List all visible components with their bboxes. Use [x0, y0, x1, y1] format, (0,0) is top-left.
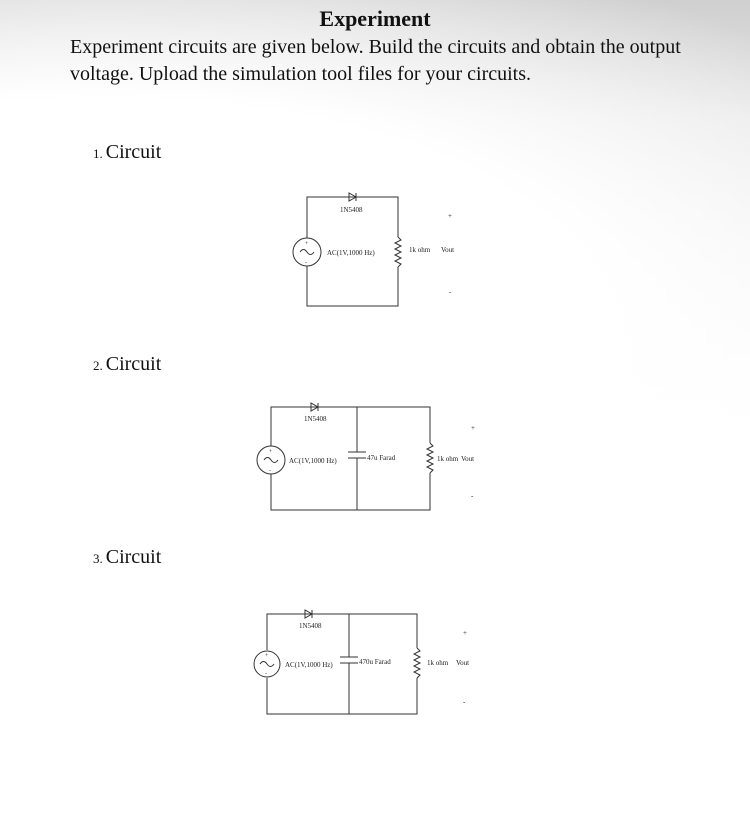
item-label: Circuit: [105, 141, 162, 163]
source-label: AC(1V,1000 Hz): [327, 249, 375, 257]
svg-text:-: -: [305, 260, 307, 266]
capacitor-label: 47u Farad: [367, 454, 396, 462]
capacitor-label: 470u Farad: [359, 658, 391, 666]
output-plus: +: [471, 424, 475, 432]
output-plus: +: [463, 629, 467, 637]
diode-label: 1N5408: [304, 415, 327, 423]
output-label: Vout: [441, 246, 455, 254]
diode-label: 1N5408: [340, 206, 363, 214]
diode-label: 1N5408: [299, 622, 322, 630]
resistor-label: 1k ohm: [427, 659, 449, 667]
item-number: 1.: [93, 146, 103, 161]
item-label: Circuit: [105, 546, 162, 568]
output-plus: +: [448, 212, 452, 220]
resistor-symbol: [414, 648, 420, 678]
svg-text:+: +: [265, 653, 269, 659]
item-number: 2.: [93, 358, 103, 373]
svg-text:+: +: [269, 449, 273, 455]
resistor-label: 1k ohm: [409, 246, 431, 254]
resistor-label: 1k ohm: [437, 455, 459, 463]
item-number: 3.: [93, 551, 103, 566]
svg-text:+: +: [305, 241, 309, 247]
page-title: Experiment: [319, 6, 431, 31]
item-label: Circuit: [105, 353, 162, 375]
ac-source-symbol: [254, 651, 280, 677]
output-label: Vout: [456, 659, 470, 667]
capacitor-symbol: [340, 657, 358, 663]
output-minus: -: [463, 698, 466, 706]
output-minus: -: [471, 492, 474, 500]
output-label: Vout: [461, 455, 475, 463]
svg-text:-: -: [265, 671, 267, 677]
source-label: AC(1V,1000 Hz): [285, 661, 333, 669]
svg-text:-: -: [269, 468, 271, 474]
instructions-text: Experiment circuits are given below. Build the circuits and obtain the output voltage. Upload the simulation tool files for your circuits.: [70, 36, 681, 85]
source-label: AC(1V,1000 Hz): [289, 457, 337, 465]
output-minus: -: [449, 288, 452, 296]
